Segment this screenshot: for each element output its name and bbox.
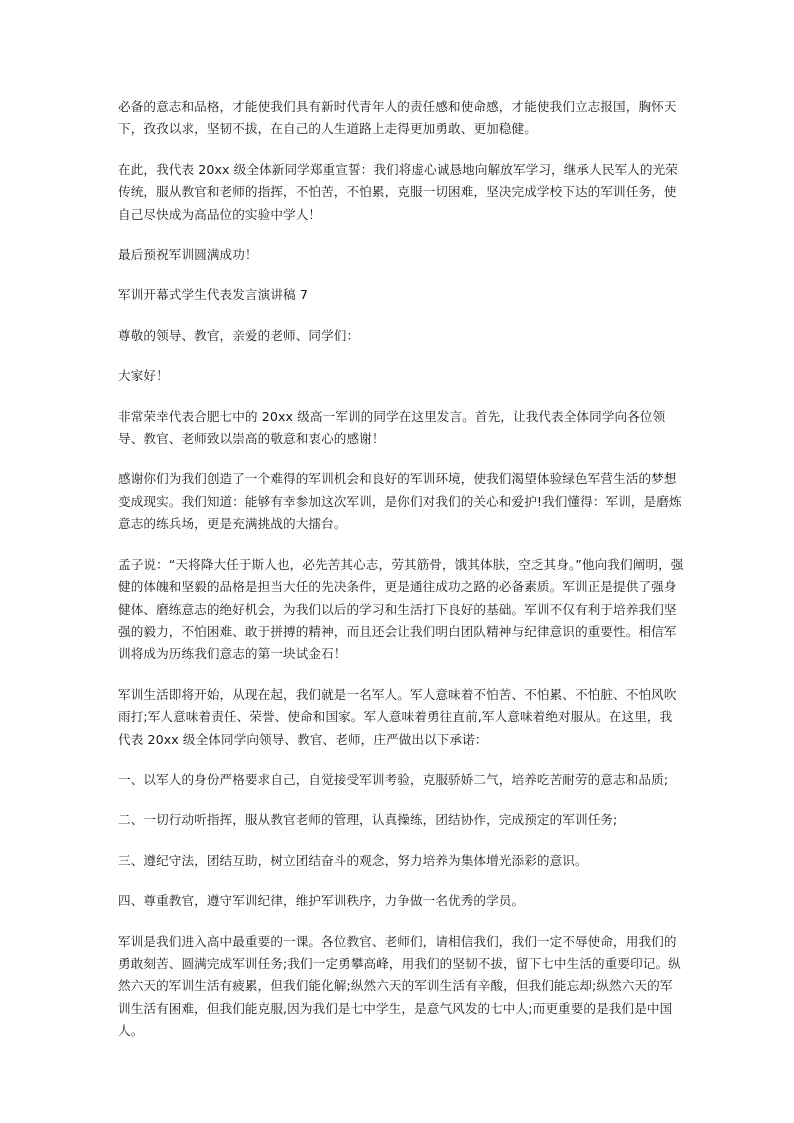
greeting: 大家好！ (118, 368, 169, 384)
paragraph: 在此，我代表 20xx 级全体新同学郑重宣誓：我们将虚心诚恳地向解放军学习，继承人民军人的光荣传统，服从教官和老师的指挥，不怕苦，不怕累，克服一切困难，坚决完成学校下达的军训任务，使自己尽快成为高品位的实验中学人！ (118, 161, 678, 222)
pledge-item: 二、一切行动听指挥，服从教官老师的管理，认真操练，团结协作，完成预定的军训任务; (118, 812, 618, 828)
paragraph: 感谢你们为我们创造了一个难得的军训机会和良好的军训环境，使我们渴望体验绿色军营生活的梦想变成现实。我们知道：能够有幸参加这次军训，是你们对我们的关心和爱护!我们懂得：军训，是磨炼意志的练兵场，更是充满挑战的大擂台。 (118, 471, 682, 532)
paragraph: 最后预祝军训圆满成功！ (118, 247, 258, 263)
paragraph: 军训是我们进入高中最重要的一课。各位教官、老师们，请相信我们，我们一定不辱使命，用我们的勇敢刻苦、圆满完成军训任务;我们一定勇攀高峰，用我们的坚韧不拔，留下七中生活的重要印记。纵然六天的军训生活有疲累，但我们能化解;纵然六天的军训生活有辛酸，但我们能忘却;纵然六天的军训生活有困难，但我们能克服,因为我们是七中学生，是意气风发的七中人;而更重要的是我们是中国人。 (118, 933, 681, 1039)
document-body (118, 96, 684, 1061)
salutation: 尊敬的领导、教官，亲爱的老师、同学们： (118, 327, 360, 343)
paragraph: 孟子说：“天将降大任于斯人也，必先苦其心志，劳其筋骨，饿其体肤，空乏其身。”他向我们阐明，强健的体魄和坚毅的品格是担当大任的先决条件，更是通往成功之路的必备素质。军训正是提供了强身健体、磨练意志的绝好机会，为我们以后的学习和生活打下良好的基础。军训不仅有利于培养我们坚强的毅力，不怕困难、敢于拼搏的精神，而且还会让我们明白团队精神与纪律意识的重要性。相信军训将成为历练我们意志的第一块试金石！ (118, 556, 684, 662)
pledge-item: 四、尊重教官，遵守军训纪律，维护军训秩序，力争做一名优秀的学员。 (118, 893, 525, 909)
paragraph: 军训生活即将开始，从现在起，我们就是一名军人。军人意味着不怕苦、不怕累、不怕脏、不怕风吹雨打;军人意味着责任、荣誉、使命和国家。军人意味着勇往直前,军人意味着绝对服从。在这里，我代表 20xx 级全体同学向领导、教官、老师，庄严做出以下承诺： (118, 686, 677, 747)
section-heading: 军训开幕式学生代表发言演讲稿 7 (118, 287, 308, 303)
pledge-item: 三、遵纪守法，团结互助，树立团结奋斗的观念，努力培养为集体增光添彩的意识。 (118, 852, 588, 868)
pledge-item: 一、以军人的身份严格要求自己，自觉接受军训考验，克服骄娇二气，培养吃苦耐劳的意志和品质; (118, 771, 669, 787)
paragraph: 必备的意志和品格，才能使我们具有新时代青年人的责任感和使命感，才能使我们立志报国，胸怀天下，孜孜以求，坚韧不拔，在自己的人生道路上走得更加勇敢、更加稳健。 (118, 99, 677, 137)
paragraph: 非常荣幸代表合肥七中的 20xx 级高一军训的同学在这里发言。首先，让我代表全体同学向各位领导、教官、老师致以崇高的敬意和衷心的感谢！ (118, 408, 666, 447)
